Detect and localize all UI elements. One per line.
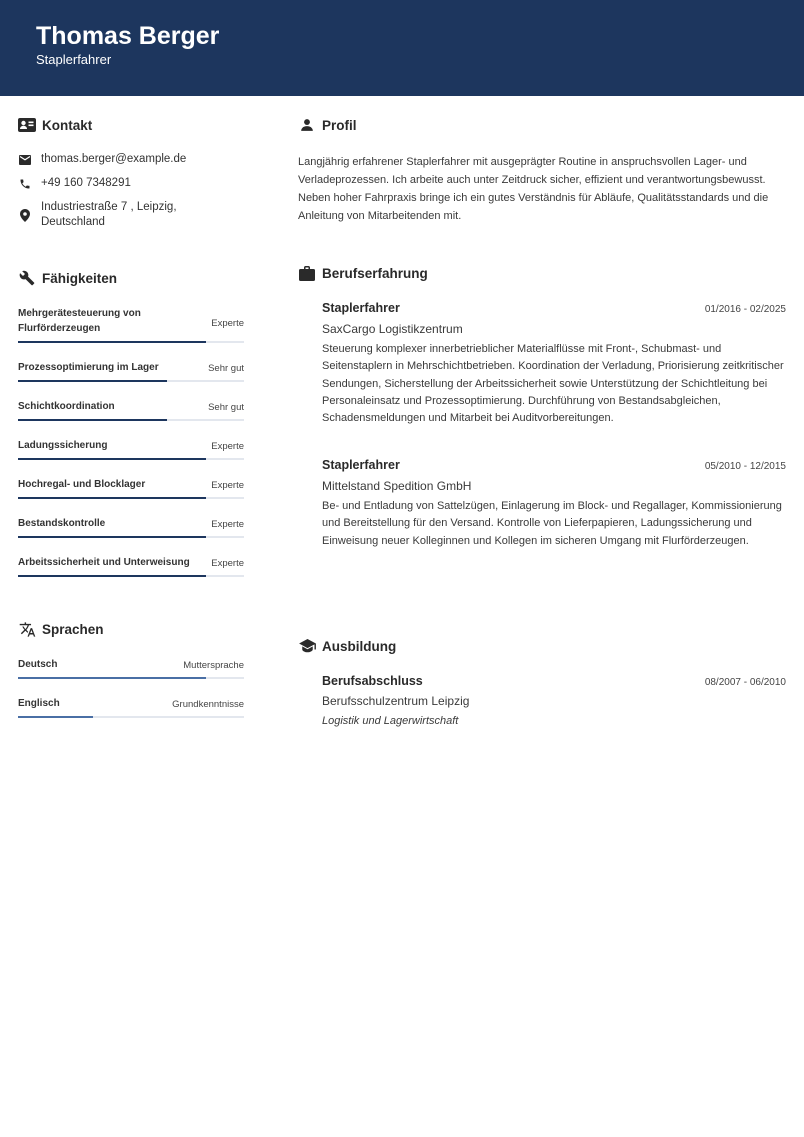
education-field: Logistik und Lagerwirtschaft: [322, 715, 459, 727]
job-company: Mittelstand Spedition GmbH: [322, 479, 472, 493]
skill-level: Experte: [211, 318, 244, 329]
education-heading: [298, 636, 396, 656]
skill-name: Arbeitssicherheit und Unterweisung: [18, 557, 190, 568]
graduation-cap-icon: [298, 637, 316, 655]
job-description: Steuerung komplexer innerbetrieblicher Materialflüsse mit Front-, Schubmast- und Seitenstaplern in Mehrschichtbetrieben. Koordination der Verladung, Priorisierung zeitkritischer Sendungen, Sicherstellung der Arbeitssicherheit sowie Unterstützung der Schichtleitung bei Personaleinsatz und Prozessoptimierung. Durchführung von Bestandsabgleichen, Schadensmeldungen und Mitarbeit bei Auditvorbereitungen.: [322, 343, 784, 425]
skill-level: Sehr gut: [208, 402, 244, 413]
skill-bar: [18, 341, 244, 343]
skill-item: [18, 477, 244, 499]
languages-heading-text: Sprachen: [42, 621, 104, 637]
phone-icon: [18, 177, 32, 191]
education-date: 08/2007 - 06/2010: [704, 677, 786, 688]
skill-bar: [18, 497, 244, 499]
skill-bar-fill: [18, 419, 167, 421]
contact-address-row: [18, 200, 198, 230]
skill-bar-fill: [18, 575, 206, 577]
profile-heading-text: Profil: [322, 117, 357, 133]
job-entry: [322, 300, 786, 427]
skill-item: [18, 555, 244, 577]
education-entry: [322, 673, 786, 728]
education-heading-text: Ausbildung: [322, 638, 397, 654]
skill-level: Experte: [211, 480, 244, 491]
language-item: [18, 696, 244, 718]
skill-name: Bestandskontrolle: [18, 518, 106, 529]
profile-text: Langjährig erfahrener Staplerfahrer mit ausgeprägter Routine in anspruchsvollen Lager- und Verladeprozessen. Ich arbeite auch unter Zeitdruck sicher, effizient und verantwortungsbewusst. Neben hoher Fahrpraxis bringe ich ein gutes Verständnis für Abläufe, Qualitätsstandards und die Anleitung von Mitarbeitenden mit.: [298, 156, 769, 222]
contact-card-icon: [18, 116, 36, 134]
skill-item: [18, 360, 244, 382]
language-level: Grundkenntnisse: [172, 699, 244, 710]
skill-bar: [18, 380, 244, 382]
language-bar-fill: [18, 716, 93, 718]
job-title: Staplerfahrer: [322, 301, 400, 315]
wrench-icon: [18, 269, 36, 287]
email-icon: [18, 153, 32, 167]
education-degree: Berufsabschluss: [322, 674, 423, 688]
skill-level: Experte: [211, 558, 244, 569]
job-company: SaxCargo Logistikzentrum: [322, 322, 463, 336]
skill-name: Mehrgerätesteuerung von Flurförderzeugen: [18, 308, 141, 334]
language-name: Englisch: [18, 698, 60, 709]
skill-level: Experte: [211, 519, 244, 530]
job-date: 05/2010 - 12/2015: [704, 461, 786, 472]
contact-heading-text: Kontakt: [42, 117, 93, 133]
skill-level: Sehr gut: [208, 363, 244, 374]
contact-email-row: [18, 152, 248, 167]
language-bar: [18, 716, 244, 718]
experience-heading: [298, 263, 428, 283]
skill-name: Hochregal- und Blocklager: [18, 479, 146, 490]
language-bar-fill: [18, 677, 206, 679]
skill-item: [18, 399, 244, 421]
profile-heading: [298, 115, 357, 135]
person-icon: [298, 116, 316, 134]
skill-bar: [18, 575, 244, 577]
language-bar: [18, 677, 244, 679]
education-school: Berufsschulzentrum Leipzig: [322, 694, 470, 708]
language-item: [18, 657, 244, 679]
job-description: Be- und Entladung von Sattelzügen, Einlagerung im Block- und Regallager, Kommissionierung und Bereitstellung für den Versand. Kontrolle von Lieferpapieren, Ladungssicherung und Einweisung neuer Kolleginnen und Kollegen im sicheren Umgang mit Flurförderzeugen.: [322, 500, 782, 547]
job-title: Staplerfahrer: [322, 458, 400, 472]
contact-phone[interactable]: +49 160 7348291: [41, 177, 131, 189]
language-level: Muttersprache: [183, 660, 244, 671]
briefcase-icon: [298, 264, 316, 282]
skill-name: Ladungssicherung: [18, 440, 108, 451]
skill-bar: [18, 458, 244, 460]
header-banner: [0, 0, 804, 96]
experience-heading-text: Berufserfahrung: [322, 265, 428, 281]
skill-bar: [18, 419, 244, 421]
skill-item: [18, 516, 244, 538]
job-entry: [322, 457, 786, 550]
skill-bar-fill: [18, 380, 167, 382]
skills-heading-text: Fähigkeiten: [42, 270, 118, 286]
translate-icon: [18, 620, 36, 638]
skill-bar-fill: [18, 536, 206, 538]
skills-heading: [18, 268, 117, 288]
location-pin-icon: [18, 208, 32, 222]
contact-address: Industriestraße 7 , Leipzig, Deutschland: [41, 201, 177, 228]
skill-item: [18, 438, 244, 460]
person-title: Staplerfahrer: [36, 52, 112, 67]
skill-level: Experte: [211, 441, 244, 452]
person-name: Thomas Berger: [36, 22, 220, 50]
skill-bar-fill: [18, 341, 206, 343]
language-name: Deutsch: [18, 659, 58, 670]
skill-name: Schichtkoordination: [18, 401, 115, 412]
contact-phone-row: [18, 176, 248, 191]
contact-email[interactable]: thomas.berger@example.de: [41, 153, 187, 165]
contact-heading: [18, 115, 92, 135]
skill-bar-fill: [18, 497, 206, 499]
skill-bar: [18, 536, 244, 538]
skill-item: [18, 306, 244, 343]
job-date: 01/2016 - 02/2025: [704, 304, 786, 315]
skill-bar-fill: [18, 458, 206, 460]
languages-heading: [18, 619, 104, 639]
skill-name: Prozessoptimierung im Lager: [18, 362, 159, 373]
